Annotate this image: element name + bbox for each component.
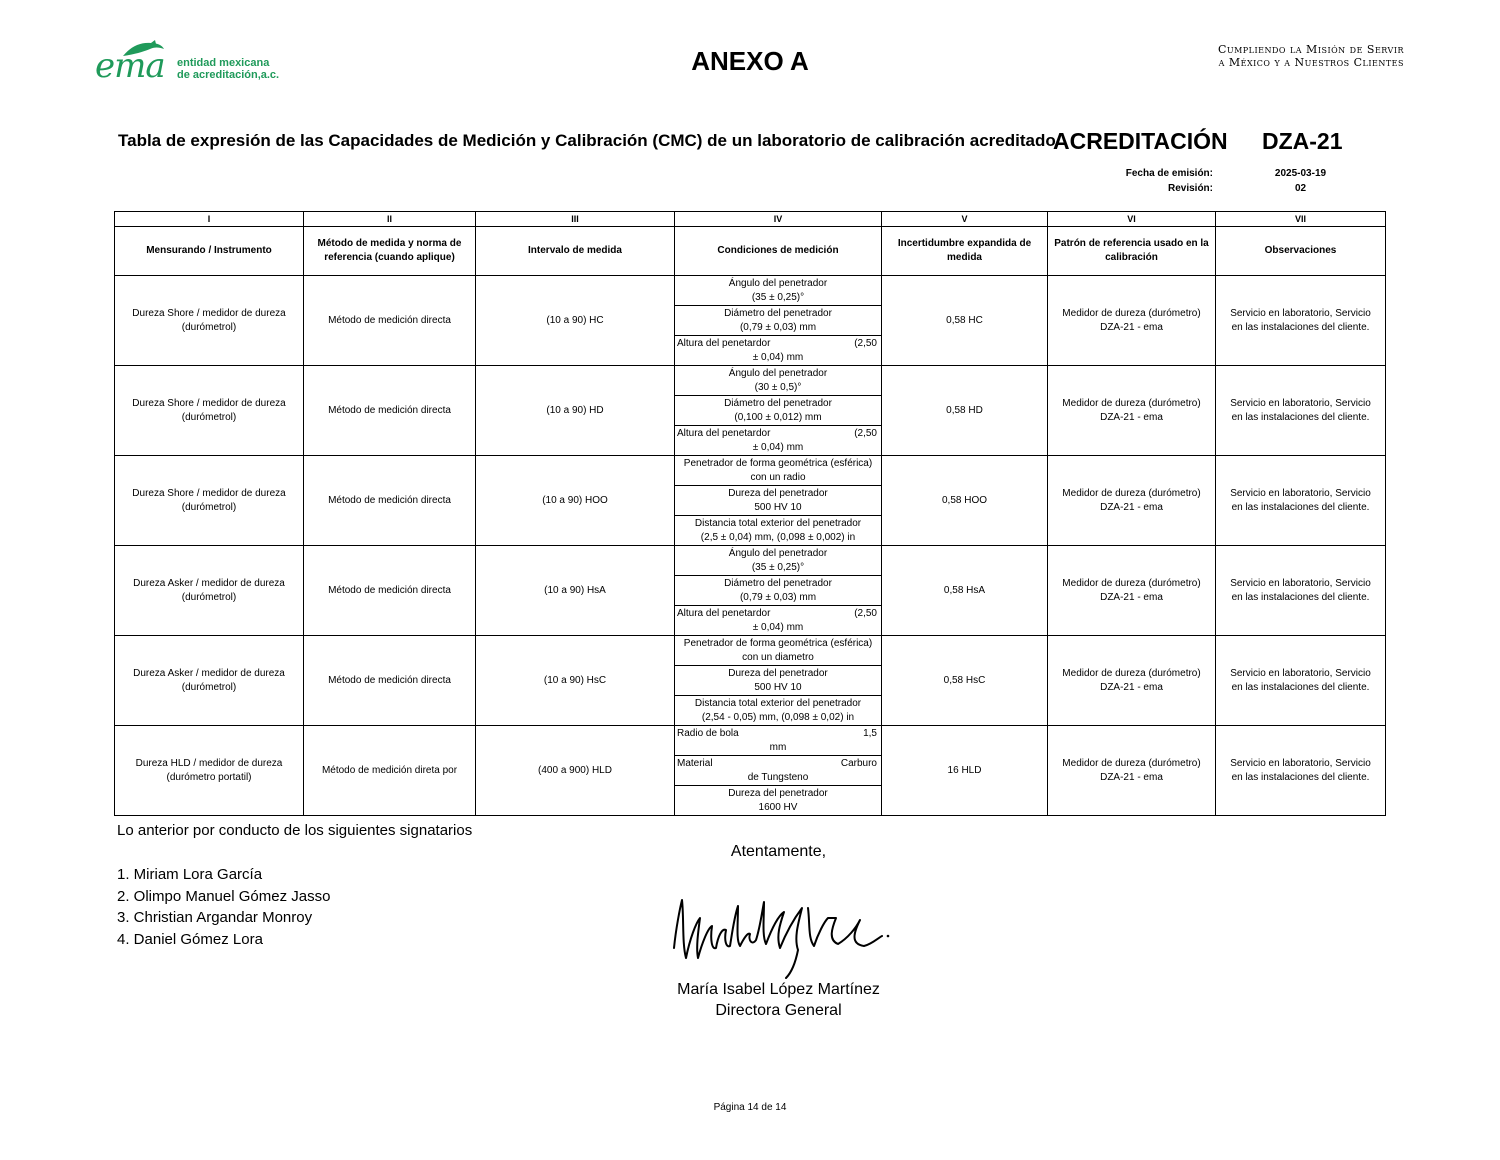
- mensurando-text: Dureza Shore / medidor de dureza (durómetrol): [132, 397, 286, 423]
- incertidumbre-text: 0,58 HC: [946, 314, 983, 326]
- condition-value-right: (2,50: [854, 337, 877, 349]
- table-row: [115, 636, 1386, 726]
- condition-label: Altura del penetardor: [677, 607, 771, 619]
- patron-line: DZA-21 - ema: [1100, 321, 1163, 333]
- header-metodo: Método de medida y norma de referencia (cuando aplique): [304, 227, 476, 276]
- handwritten-signature: [668, 888, 893, 980]
- header-condiciones: Condiciones de medición: [675, 227, 882, 276]
- table-row: [115, 276, 1386, 366]
- cell-mensurando: [115, 456, 304, 546]
- patron-line: DZA-21 - ema: [1100, 771, 1163, 783]
- issue-date-value: 2025-03-19: [1274, 168, 1327, 179]
- condition-2: [675, 576, 881, 606]
- accreditation-code: DZA-21: [1262, 128, 1343, 154]
- mensurando-text: Dureza Shore / medidor de dureza (durómetrol): [132, 307, 286, 333]
- metodo-text: Método de medición directa: [328, 494, 451, 506]
- incertidumbre-text: 16 HLD: [947, 764, 982, 776]
- condition-1: [675, 726, 881, 756]
- cell-metodo: [304, 546, 476, 636]
- condition-label: Dureza del penetrador: [728, 487, 828, 499]
- condition-3: [675, 606, 881, 635]
- cell-condiciones: [675, 366, 882, 456]
- condition-2: [675, 306, 881, 336]
- table-row: [115, 366, 1386, 456]
- signatory: 3. Christian Argandar Monroy: [117, 909, 313, 926]
- roman-4: IV: [675, 212, 882, 227]
- condition-value: 500 HV 10: [754, 501, 802, 513]
- table-row: [115, 726, 1386, 816]
- metodo-text: Método de medición directa: [328, 584, 451, 596]
- metodo-text: Método de medición direta por: [321, 764, 458, 776]
- condition-value: (30 ± 0,5)°: [754, 381, 802, 393]
- condition-value: (2,5 ± 0,04) mm, (0,098 ± 0,002) in: [700, 531, 856, 543]
- intervalo-text: (400 a 900) HLD: [538, 764, 612, 776]
- condition-value: 500 HV 10: [754, 681, 802, 693]
- intervalo-text: (10 a 90) HsA: [544, 584, 606, 596]
- condition-label: Material: [677, 757, 713, 769]
- condition-value: (0,79 ± 0,03) mm: [739, 591, 817, 603]
- cell-observaciones: [1216, 276, 1386, 366]
- condition-line: [675, 607, 881, 621]
- patron-line: Medidor de dureza (durómetro): [1062, 397, 1201, 409]
- condition-line: [675, 337, 881, 351]
- cell-condiciones: [675, 456, 882, 546]
- intervalo-text: (10 a 90) HD: [546, 404, 604, 416]
- condition-label: Ángulo del penetrador: [728, 367, 828, 379]
- cell-mensurando: [115, 636, 304, 726]
- document-meta: [1100, 168, 1388, 198]
- roman-1: I: [115, 212, 304, 227]
- page-title: ANEXO A: [691, 46, 809, 76]
- signatory: 2. Olimpo Manuel Gómez Jasso: [117, 887, 331, 905]
- condition-value: (35 ± 0,25)°: [751, 561, 805, 573]
- condition-1: [675, 276, 881, 306]
- condition-value: ± 0,04) mm: [752, 441, 804, 453]
- patron-line: DZA-21 - ema: [1100, 501, 1163, 513]
- closing-greeting: Atentamente,: [730, 843, 827, 860]
- condition-label: Radio de bola: [677, 727, 739, 739]
- cell-metodo: [304, 636, 476, 726]
- cell-patron: [1048, 636, 1216, 726]
- table-row: [115, 456, 1386, 546]
- header-mensurando: Mensurando / Instrumento: [115, 227, 304, 276]
- condition-3: [675, 336, 881, 365]
- revision-value: 02: [1294, 183, 1307, 194]
- director-block: [0, 979, 1500, 1021]
- signatories-intro: Lo anterior por conducto de los siguientes signatarios: [117, 822, 473, 839]
- patron-line: DZA-21 - ema: [1100, 591, 1163, 603]
- cell-incertidumbre: [882, 726, 1048, 816]
- header-observaciones: Observaciones: [1216, 227, 1386, 276]
- mensurando-text: Dureza HLD / medidor de dureza (durómetro portatil): [135, 757, 283, 783]
- condition-3: [675, 696, 881, 725]
- observaciones-text: Servicio en laboratorio, Servicio en las instalaciones del cliente.: [1230, 307, 1371, 333]
- issue-date-label: Fecha de emisión:: [1125, 168, 1213, 179]
- cell-condiciones: [675, 546, 882, 636]
- cell-intervalo: [476, 456, 675, 546]
- condition-label: Distancia total exterior del penetrador: [694, 697, 862, 709]
- logo-name: entidad mexicana de acreditación,a.c.: [177, 57, 280, 81]
- cell-observaciones: [1216, 366, 1386, 456]
- cell-intervalo: [476, 276, 675, 366]
- condition-line: [675, 727, 881, 741]
- cell-intervalo: [476, 366, 675, 456]
- roman-5: V: [882, 212, 1048, 227]
- director-role: Directora General: [715, 1002, 842, 1019]
- incertidumbre-text: 0,58 HD: [946, 404, 983, 416]
- condition-value-right: Carburo: [840, 757, 877, 769]
- cell-incertidumbre: [882, 366, 1048, 456]
- cell-intervalo: [476, 546, 675, 636]
- condition-value: con un diametro: [742, 651, 814, 663]
- patron-line: Medidor de dureza (durómetro): [1062, 667, 1201, 679]
- incertidumbre-text: 0,58 HsC: [943, 674, 986, 686]
- observaciones-text: Servicio en laboratorio, Servicio en las instalaciones del cliente.: [1230, 757, 1371, 783]
- condition-1: [675, 456, 881, 486]
- condition-label: Diámetro del penetrador: [724, 397, 832, 409]
- observaciones-text: Servicio en laboratorio, Servicio en las instalaciones del cliente.: [1230, 667, 1371, 693]
- condition-value: (0,100 ± 0,012) mm: [734, 411, 822, 423]
- cell-metodo: [304, 726, 476, 816]
- cell-patron: [1048, 276, 1216, 366]
- condition-label: Diámetro del penetrador: [724, 307, 832, 319]
- condition-value-right: (2,50: [854, 427, 877, 439]
- condition-3: [675, 786, 881, 815]
- cell-incertidumbre: [882, 636, 1048, 726]
- table-row: [115, 546, 1386, 636]
- condition-value: 1600 HV: [758, 801, 798, 813]
- metodo-text: Método de medición directa: [328, 314, 451, 326]
- metodo-text: Método de medición directa: [328, 404, 451, 416]
- signatory: 1. Miriam Lora García: [117, 866, 263, 883]
- patron-line: Medidor de dureza (durómetro): [1062, 757, 1201, 769]
- cell-mensurando: [115, 726, 304, 816]
- incertidumbre-text: 0,58 HOO: [941, 494, 988, 506]
- cell-incertidumbre: [882, 456, 1048, 546]
- patron-line: DZA-21 - ema: [1100, 411, 1163, 423]
- condition-value: ± 0,04) mm: [752, 351, 804, 363]
- condition-label: Altura del penetardor: [677, 337, 771, 349]
- cell-patron: [1048, 726, 1216, 816]
- condition-label: Penetrador de forma geométrica (esférica): [683, 637, 873, 649]
- mensurando-text: Dureza Asker / medidor de dureza (durómetrol): [133, 577, 285, 603]
- condition-3: [675, 516, 881, 545]
- condition-1: [675, 546, 881, 576]
- condition-label: Dureza del penetrador: [728, 787, 828, 799]
- patron-line: Medidor de dureza (durómetro): [1062, 577, 1201, 589]
- condition-value: (35 ± 0,25)°: [751, 291, 805, 303]
- roman-6: VI: [1048, 212, 1216, 227]
- patron-line: Medidor de dureza (durómetro): [1062, 307, 1201, 319]
- cell-incertidumbre: [882, 276, 1048, 366]
- cell-metodo: [304, 456, 476, 546]
- header-intervalo: Intervalo de medida: [476, 227, 675, 276]
- cell-condiciones: [675, 276, 882, 366]
- condition-label: Ángulo del penetrador: [728, 277, 828, 289]
- revision-label: Revisión:: [1167, 183, 1213, 194]
- cell-observaciones: [1216, 636, 1386, 726]
- condition-2: [675, 486, 881, 516]
- page-number: Página 14 de 14: [713, 1102, 787, 1113]
- cell-intervalo: [476, 636, 675, 726]
- cell-metodo: [304, 366, 476, 456]
- mensurando-text: Dureza Asker / medidor de dureza (durómetrol): [133, 667, 285, 693]
- condition-3: [675, 426, 881, 455]
- cell-patron: [1048, 546, 1216, 636]
- cmc-table: [114, 211, 1386, 816]
- condition-value: ± 0,04) mm: [752, 621, 804, 633]
- condition-label: Dureza del penetrador: [728, 667, 828, 679]
- observaciones-text: Servicio en laboratorio, Servicio en las instalaciones del cliente.: [1230, 397, 1371, 423]
- roman-3: III: [476, 212, 675, 227]
- condition-1: [675, 366, 881, 396]
- cell-condiciones: [675, 636, 882, 726]
- observaciones-text: Servicio en laboratorio, Servicio en las instalaciones del cliente.: [1230, 577, 1371, 603]
- header-incertidumbre: Incertidumbre expandida de medida: [882, 227, 1048, 276]
- accreditation-label: ACREDITACIÓN: [1053, 128, 1228, 154]
- roman-header-row: [115, 212, 1386, 227]
- cell-metodo: [304, 276, 476, 366]
- condition-value: con un radio: [750, 471, 806, 483]
- roman-2: II: [304, 212, 476, 227]
- condition-value-right: (2,50: [854, 607, 877, 619]
- mensurando-text: Dureza Shore / medidor de dureza (durómetrol): [132, 487, 286, 513]
- condition-2: [675, 666, 881, 696]
- intervalo-text: (10 a 90) HOO: [542, 494, 608, 506]
- signatory: 4. Daniel Gómez Lora: [117, 930, 263, 948]
- condition-value: mm: [769, 741, 787, 753]
- intervalo-text: (10 a 90) HsC: [543, 674, 607, 686]
- condition-line: [675, 757, 881, 771]
- condition-value-right: 1,5: [863, 727, 877, 739]
- cell-patron: [1048, 456, 1216, 546]
- cell-observaciones: [1216, 456, 1386, 546]
- metodo-text: Método de medición directa: [328, 674, 451, 686]
- table-body: [115, 276, 1386, 816]
- roman-7: VII: [1216, 212, 1386, 227]
- condition-label: Distancia total exterior del penetrador: [694, 517, 862, 529]
- condition-2: [675, 396, 881, 426]
- condition-line: [675, 427, 881, 441]
- observaciones-text: Servicio en laboratorio, Servicio en las instalaciones del cliente.: [1230, 487, 1371, 513]
- condition-label: Altura del penetardor: [677, 427, 771, 439]
- table-title: Tabla de expresión de las Capacidades de Medición y Calibración (CMC) de un laboratorio de calibración acreditado: [118, 131, 1056, 150]
- condition-value: de Tungsteno: [747, 771, 809, 783]
- logo-wordmark: ema: [95, 46, 165, 86]
- condition-value: (0,79 ± 0,03) mm: [739, 321, 817, 333]
- signatories-list: [117, 864, 330, 950]
- condition-1: [675, 636, 881, 666]
- column-header-row: [115, 227, 1386, 276]
- cell-intervalo: [476, 726, 675, 816]
- cell-observaciones: [1216, 726, 1386, 816]
- patron-line: DZA-21 - ema: [1100, 681, 1163, 693]
- patron-line: Medidor de dureza (durómetro): [1062, 487, 1201, 499]
- slogan: Cumpliendo la Misión de Servir a México y a Nuestros Clientes: [1217, 43, 1404, 69]
- condition-value: (2,54 - 0,05) mm, (0,098 ± 0,02) in: [701, 711, 855, 723]
- cell-observaciones: [1216, 546, 1386, 636]
- incertidumbre-text: 0,58 HsA: [943, 584, 986, 596]
- cell-mensurando: [115, 366, 304, 456]
- cell-mensurando: [115, 546, 304, 636]
- condition-label: Diámetro del penetrador: [724, 577, 832, 589]
- condition-label: Ángulo del penetrador: [728, 547, 828, 559]
- condition-2: [675, 756, 881, 786]
- cell-incertidumbre: [882, 546, 1048, 636]
- cell-mensurando: [115, 276, 304, 366]
- director-name: María Isabel López Martínez: [677, 981, 880, 998]
- intervalo-text: (10 a 90) HC: [546, 314, 604, 326]
- condition-label: Penetrador de forma geométrica (esférica): [683, 457, 873, 469]
- cell-patron: [1048, 366, 1216, 456]
- cell-condiciones: [675, 726, 882, 816]
- header-patron: Patrón de referencia usado en la calibración: [1048, 227, 1216, 276]
